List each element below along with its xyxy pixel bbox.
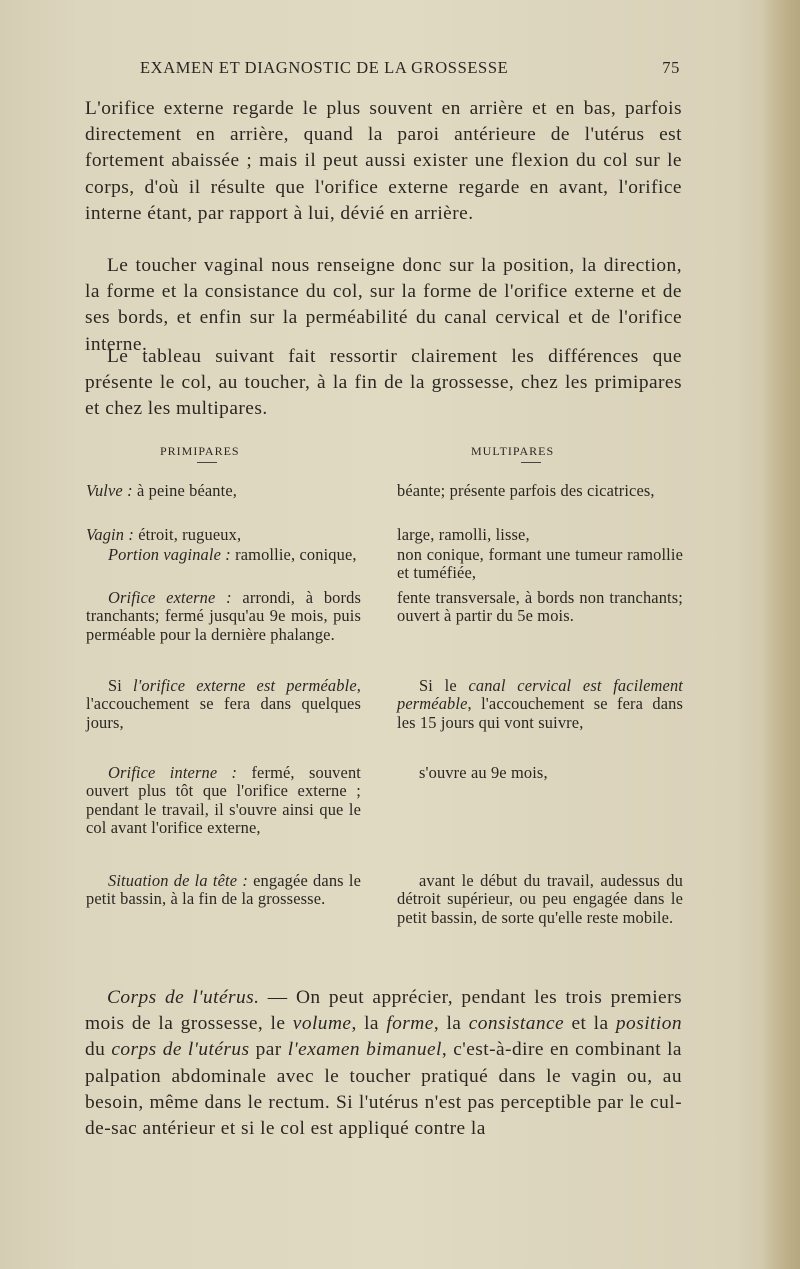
- row-prefix: Si le: [419, 676, 469, 695]
- emphasis: consistance: [468, 1013, 565, 1035]
- table-row-left: [86, 546, 361, 564]
- text-run: par: [249, 1039, 288, 1061]
- text-run: et la: [564, 1013, 616, 1035]
- row-prefix: Si: [108, 676, 133, 695]
- page-number: 75: [662, 58, 680, 77]
- row-text: à peine béante,: [132, 481, 238, 500]
- table-row-left: [86, 482, 361, 500]
- row-text: fermé, souvent ouvert plus tôt que l'orifice externe ; pendant le travail, il s'ouvre ainsi que le col avant l'orifice externe,: [86, 763, 361, 838]
- text-run: , c'est-à-dire en combinant la palpation abdominale avec le toucher pratiqué dans le vagin ou, au besoin, même dans le rectum. Si l'utérus n'est pas perceptible par le cul-de-sac antérieur et si le col est appliqué contre la: [85, 1039, 682, 1140]
- table-row-right: large, ramolli, lisse,: [397, 525, 530, 544]
- emphasis: volume: [292, 1013, 352, 1035]
- emphasis: l'examen bimanuel: [287, 1039, 442, 1061]
- text-run: , la: [351, 1013, 387, 1035]
- row-text: arrondi, à bords tranchants; fermé jusqu'au 9e mois, puis perméable pour la dernière phalange.: [86, 588, 361, 644]
- table-row-right: s'ouvre au 9e mois,: [419, 763, 548, 782]
- row-label: Orifice interne :: [108, 763, 238, 782]
- header-title: EXAMEN ET DIAGNOSTIC DE LA GROSSESSE: [140, 58, 509, 77]
- column-dash-right: [521, 462, 541, 463]
- table-row-left: [86, 764, 361, 838]
- emphasis: position: [615, 1013, 682, 1035]
- page-edge-shadow: [762, 0, 800, 1269]
- row-label: l'orifice externe est perméable: [133, 676, 357, 695]
- row-label: canal cervical est facilement perméable: [397, 676, 683, 714]
- column-header-multipares: MULTIPARES: [471, 444, 555, 458]
- section-heading: Corps de l'utérus.: [107, 987, 260, 1008]
- paragraph-tableau: Le tableau suivant fait ressortir clairement les différences que présente le col, au toucher, à la fin de la grossesse, chez les primipares et chez les multipares.: [85, 346, 682, 420]
- table-row-right: avant le début du travail, audessus du détroit supérieur, ou peu engagée dans le petit bassin, de sorte qu'elle reste mobile.: [397, 871, 683, 927]
- column-header-primipares: PRIMIPARES: [160, 444, 240, 458]
- row-text: étroit, rugueux,: [133, 525, 242, 544]
- row-label: Situation de la tête :: [108, 871, 248, 890]
- row-label: Portion vaginale :: [108, 545, 231, 564]
- row-text: engagée dans le petit bassin, à la fin de la grossesse.: [86, 871, 361, 909]
- table-row-right: béante; présente parfois des cicatrices,: [397, 481, 655, 500]
- text-run: du: [85, 1039, 112, 1061]
- table-row-left: [86, 677, 361, 732]
- table-row-right: fente transversale, à bords non tranchants; ouvert à partir du 5e mois.: [397, 588, 683, 626]
- row-text: , l'accouchement se fera dans les 15 jours qui vont suivre,: [397, 694, 683, 732]
- paragraph-corps-uterus: [85, 985, 682, 1142]
- table-row-left: [86, 589, 361, 644]
- row-text: , l'accouchement se fera dans quelques jours,: [86, 676, 361, 732]
- emphasis: corps de l'utérus: [111, 1039, 250, 1061]
- table-row-right: [397, 677, 683, 732]
- row-label: Vagin :: [86, 525, 134, 544]
- text-run: — On peut apprécier, pendant les trois premiers mois de la grossesse, le: [85, 987, 683, 1035]
- text-run: , la: [433, 1013, 469, 1035]
- paragraph-toucher-vaginal: Le toucher vaginal nous renseigne donc sur la position, la direction, la forme et la consistance du col, sur la forme de l'orifice externe et de ses bords, et enfin sur la perméabilité du canal cervical et de l'orifice interne.: [85, 255, 682, 355]
- row-label: Orifice externe :: [108, 588, 232, 607]
- emphasis: forme: [386, 1013, 434, 1035]
- table-row-right: non conique, formant une tumeur ramollie et tuméfiée,: [397, 545, 683, 583]
- column-dash-left: [197, 462, 217, 463]
- table-row-left: [86, 872, 361, 909]
- table-row-left: [86, 526, 361, 544]
- paragraph-orifice-externe: L'orifice externe regarde le plus souvent en arrière et en bas, parfois directement en arrière, quand la paroi antérieure de l'utérus est fortement abaissée ; mais il peut aussi exister une flexion du col sur le corps, d'où il résulte que l'orifice externe regarde en avant, l'orifice interne étant, par rapport à lui, dévié en arrière.: [85, 98, 682, 224]
- row-text: ramollie, conique,: [230, 545, 357, 564]
- row-label: Vulve :: [86, 481, 133, 500]
